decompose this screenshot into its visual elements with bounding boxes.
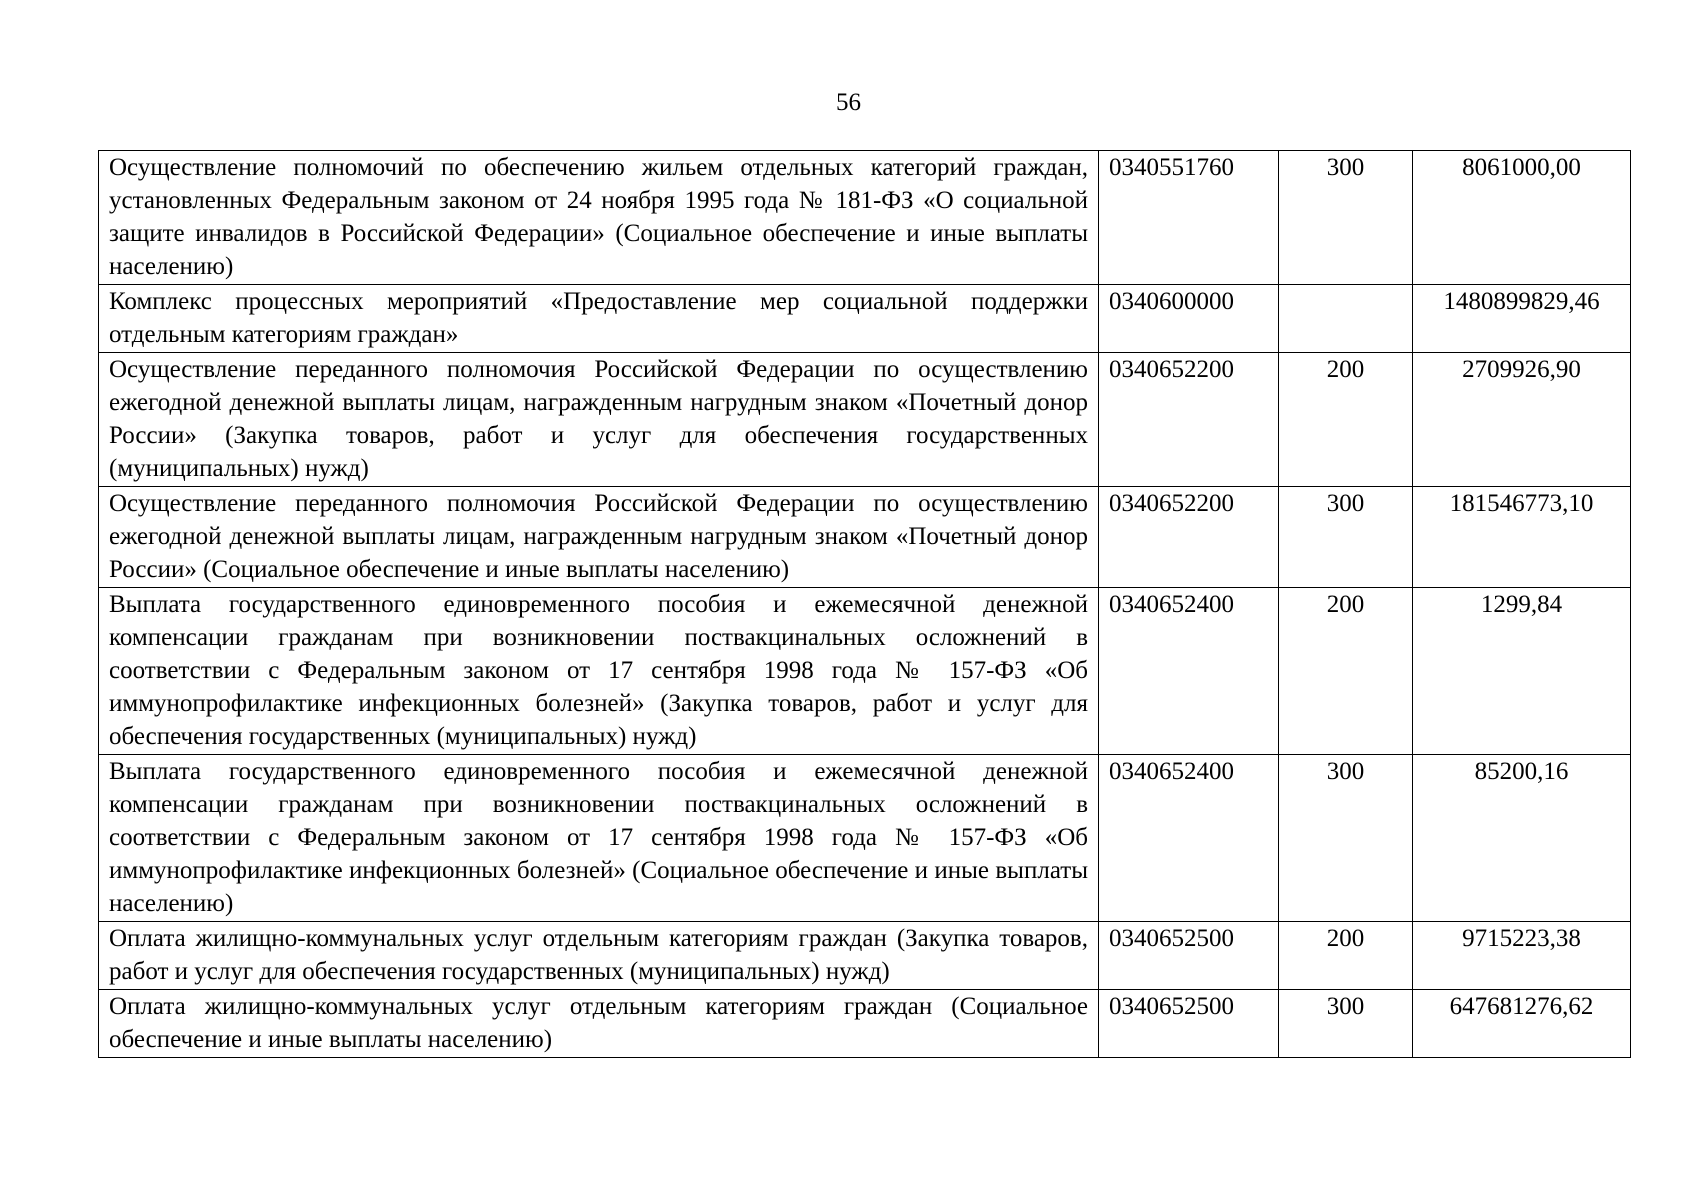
- budget-table-body: [99, 151, 1631, 1058]
- row-description: Выплата государственного единовременного пособия и ежемесячной денежной компенсации гражданам при возникновении поствакцинальных осложнений в соответствии с Федеральным законом от 17 сентября 1998 года № 157-ФЗ «Об иммунопрофилактике инфекционных болезней» (Закупка товаров, работ и услуг для обеспечения государственных (муниципальных) нужд): [99, 588, 1099, 755]
- row-expense-type: 200: [1279, 922, 1413, 990]
- row-expense-type: 300: [1279, 755, 1413, 922]
- row-target-code: 0340600000: [1099, 285, 1279, 353]
- row-target-code: 0340551760: [1099, 151, 1279, 285]
- row-amount: 647681276,62: [1413, 990, 1631, 1058]
- row-description: Осуществление полномочий по обеспечению жильем отдельных категорий граждан, установленных Федеральным законом от 24 ноября 1995 года № 181-ФЗ «О социальной защите инвалидов в Российской Федерации» (Социальное обеспечение и иные выплаты населению): [99, 151, 1099, 285]
- table-row: [99, 922, 1631, 990]
- table-row: [99, 588, 1631, 755]
- row-expense-type: [1279, 285, 1413, 353]
- row-target-code: 0340652200: [1099, 353, 1279, 487]
- table-row: [99, 353, 1631, 487]
- row-amount: 85200,16: [1413, 755, 1631, 922]
- row-target-code: 0340652400: [1099, 588, 1279, 755]
- page-number: 56: [836, 89, 861, 116]
- row-expense-type: 200: [1279, 353, 1413, 487]
- row-target-code: 0340652500: [1099, 990, 1279, 1058]
- table-row: [99, 151, 1631, 285]
- row-description: Осуществление переданного полномочия Российской Федерации по осуществлению ежегодной денежной выплаты лицам, награжденным нагрудным знаком «Почетный донор России» (Закупка товаров, работ и услуг для обеспечения государственных (муниципальных) нужд): [99, 353, 1099, 487]
- table-row: [99, 285, 1631, 353]
- budget-table: [98, 150, 1631, 1058]
- row-target-code: 0340652200: [1099, 487, 1279, 588]
- row-target-code: 0340652400: [1099, 755, 1279, 922]
- row-target-code: 0340652500: [1099, 922, 1279, 990]
- row-amount: 8061000,00: [1413, 151, 1631, 285]
- row-expense-type: 300: [1279, 487, 1413, 588]
- row-amount: 2709926,90: [1413, 353, 1631, 487]
- row-expense-type: 300: [1279, 151, 1413, 285]
- table-row: [99, 755, 1631, 922]
- row-amount: 9715223,38: [1413, 922, 1631, 990]
- table-row: [99, 990, 1631, 1058]
- row-amount: 1480899829,46: [1413, 285, 1631, 353]
- table-row: [99, 487, 1631, 588]
- row-description: Осуществление переданного полномочия Российской Федерации по осуществлению ежегодной денежной выплаты лицам, награжденным нагрудным знаком «Почетный донор России» (Социальное обеспечение и иные выплаты населению): [99, 487, 1099, 588]
- row-description: Выплата государственного единовременного пособия и ежемесячной денежной компенсации гражданам при возникновении поствакцинальных осложнений в соответствии с Федеральным законом от 17 сентября 1998 года № 157-ФЗ «Об иммунопрофилактике инфекционных болезней» (Социальное обеспечение и иные выплаты населению): [99, 755, 1099, 922]
- row-description: Комплекс процессных мероприятий «Предоставление мер социальной поддержки отдельным категориям граждан»: [99, 285, 1099, 353]
- row-description: Оплата жилищно-коммунальных услуг отдельным категориям граждан (Социальное обеспечение и иные выплаты населению): [99, 990, 1099, 1058]
- row-expense-type: 300: [1279, 990, 1413, 1058]
- row-expense-type: 200: [1279, 588, 1413, 755]
- row-amount: 1299,84: [1413, 588, 1631, 755]
- row-description: Оплата жилищно-коммунальных услуг отдельным категориям граждан (Закупка товаров, работ и услуг для обеспечения государственных (муниципальных) нужд): [99, 922, 1099, 990]
- row-amount: 181546773,10: [1413, 487, 1631, 588]
